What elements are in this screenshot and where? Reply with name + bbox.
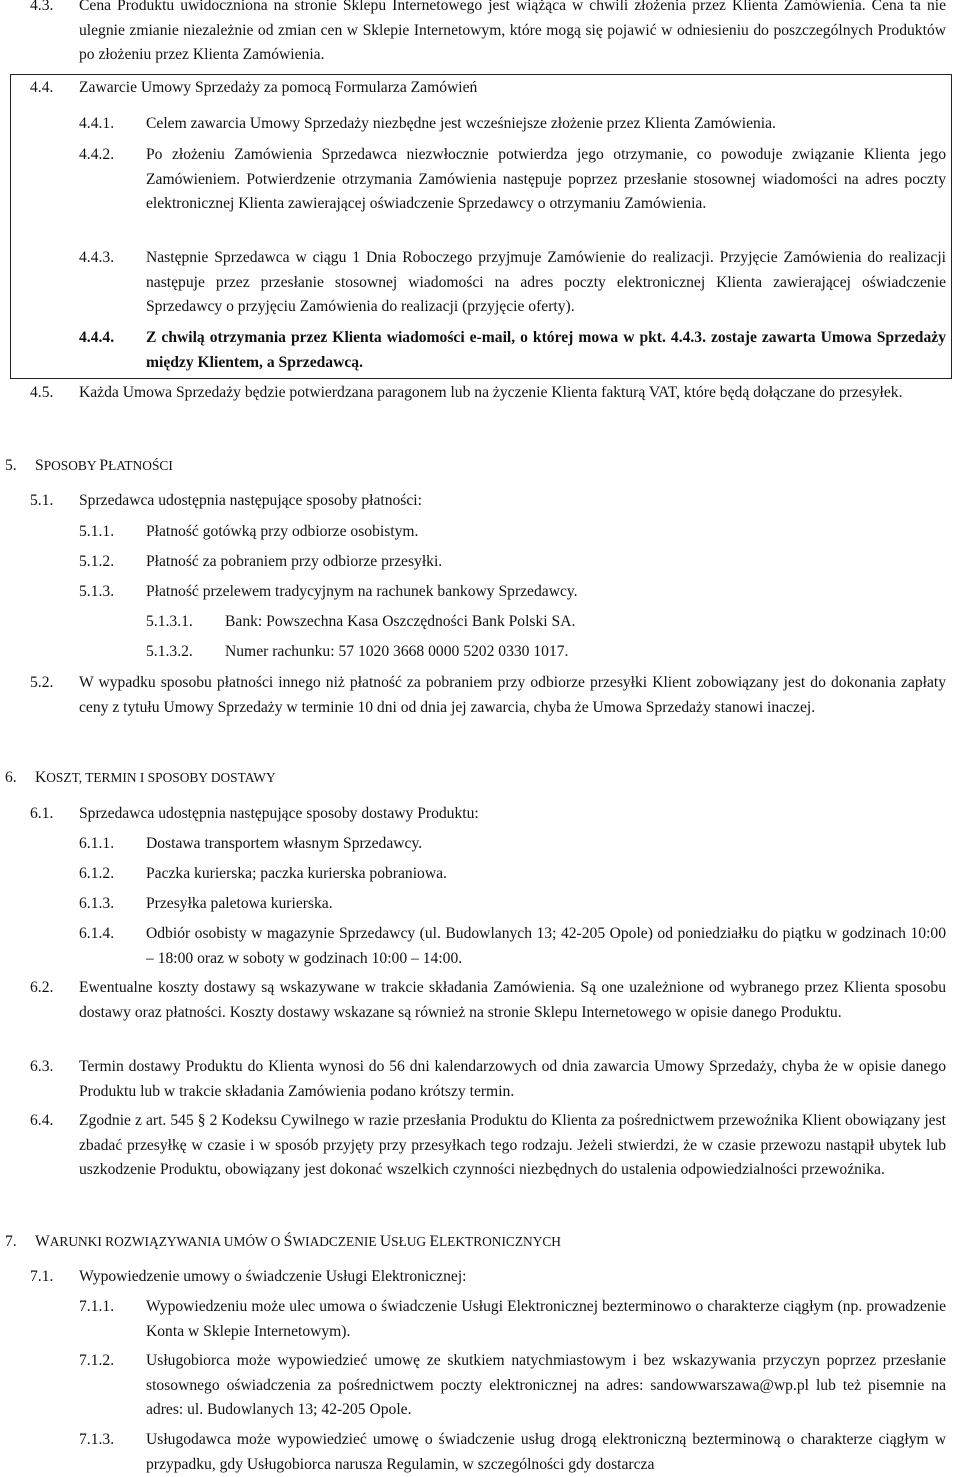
clause-6-4 — [30, 1109, 946, 1183]
clause-number: 6.1.2. — [79, 865, 115, 882]
clause-number: 6.1.1. — [79, 835, 115, 852]
clause-number: 6.4. — [30, 1112, 54, 1129]
clause-number: 4.5. — [30, 384, 54, 401]
clause-text: Usługodawca może wypowiedzieć umowę o świadczenie usług drogą elektroniczną bezterminową o charakterze ciągłym w przypadku, gdy Usługobiorca narusza Regulamin, w szczególności gdy dostarcza — [146, 1431, 946, 1473]
clause-number: 5.1. — [30, 492, 54, 509]
clause-7-1-3 — [79, 1428, 946, 1477]
clause-text: Każda Umowa Sprzedaży będzie potwierdzana paragonem lub na życzenie Klienta fakturą VAT, które będą dołączane do przesyłek. — [79, 384, 903, 401]
section-number: 7. — [5, 1233, 17, 1250]
clause-5-1-2 — [79, 550, 946, 575]
section-7-heading — [5, 1230, 946, 1255]
clause-number: 4.4.1. — [79, 115, 115, 132]
clause-5-1-3-2 — [146, 640, 946, 665]
clause-number: 4.4.4. — [79, 329, 115, 346]
clause-number: 6.1.4. — [79, 925, 115, 942]
section-number: 6. — [5, 769, 17, 786]
clause-text: Przesyłka paletowa kurierska. — [146, 895, 333, 912]
clause-text: Płatność za pobraniem przy odbiorze przesyłki. — [146, 553, 443, 570]
clause-text: Płatność przelewem tradycyjnym na rachunek bankowy Sprzedawcy. — [146, 583, 578, 600]
clause-7-1-2 — [79, 1349, 946, 1423]
clause-text: Sprzedawca udostępnia następujące sposoby dostawy Produktu: — [79, 805, 479, 822]
clause-6-1-2 — [79, 862, 946, 887]
clause-text: Termin dostawy Produktu do Klienta wynosi do 56 dni kalendarzowych od dnia zawarcia Umowy Sprzedaży, chyba że w opisie danego Produktu lub w trakcie składania Zamówienia podano krótszy termin. — [79, 1058, 946, 1100]
clause-text: W wypadku sposobu płatności innego niż płatność za pobraniem przy odbiorze przesyłki Klient zobowiązany jest do dokonania zapłaty ceny z tytułu Umowy Sprzedaży w terminie 10 dni od dnia jej zawarcia, chyba że Umowa Sprzedaży stanowi inaczej. — [79, 674, 946, 716]
clause-text: Numer rachunku: 57 1020 3668 0000 5202 0330 1017. — [225, 643, 569, 660]
clause-number: 6.2. — [30, 979, 54, 996]
clause-text: Następnie Sprzedawca w ciągu 1 Dnia Roboczego przyjmuje Zamówienie do realizacji. Przyjęcie Zamówienia do realizacji następuje przez przesłanie stosownej wiadomości na adres poczty elektronicznej Klienta zawierającej oświadczenie Sprzedawcy o przyjęciu Zamówienia do realizacji (przyjęcie oferty). — [146, 249, 946, 316]
clause-text: Wypowiedzeniu może ulec umowa o świadczenie Usługi Elektronicznej bezterminowo o charakterze ciągłym (np. prowadzenie Konta w Sklepie Internetowym). — [146, 1298, 946, 1340]
clause-number: 5.1.2. — [79, 553, 115, 570]
clause-number: 7.1.2. — [79, 1352, 115, 1369]
clause-number: 4.4.3. — [79, 249, 115, 266]
clause-number: 7.1.3. — [79, 1431, 115, 1448]
clause-number: 4.4. — [30, 79, 54, 96]
clause-number: 5.1.3.1. — [146, 613, 193, 630]
clause-5-1-1 — [79, 520, 946, 545]
clause-text: Odbiór osobisty w magazynie Sprzedawcy (ul. Budowlanych 13; 42-205 Opole) od poniedziałku do piątku w godzinach 10:00 – 18:00 oraz w soboty w godzinach 10:00 – 14:00. — [146, 925, 946, 967]
clause-number: 7.1. — [30, 1268, 54, 1285]
clause-text: Płatność gotówką przy odbiorze osobistym. — [146, 523, 419, 540]
clause-number: 5.1.3.2. — [146, 643, 193, 660]
section-5-heading — [5, 454, 946, 479]
clause-7-1-1 — [79, 1295, 946, 1344]
clause-number: 6.3. — [30, 1058, 54, 1075]
clause-number: 5.1.3. — [79, 583, 115, 600]
clause-6-3 — [30, 1055, 946, 1104]
clause-text: Wypowiedzenie umowy o świadczenie Usługi Elektronicznej: — [79, 1268, 467, 1285]
clause-text: Dostawa transportem własnym Sprzedawcy. — [146, 835, 423, 852]
clause-number: 5.1.1. — [79, 523, 115, 540]
section-title: WARUNKI ROZWIĄZYWANIA UMÓW O ŚWIADCZENIE USŁUG ELEKTRONICZNYCH — [35, 1233, 561, 1250]
clause-number: 7.1.1. — [79, 1298, 115, 1315]
clause-5-1-3 — [79, 580, 946, 605]
clause-6-1-3 — [79, 892, 946, 917]
clause-number: 4.3. — [30, 0, 54, 14]
clause-text: Z chwilą otrzymania przez Klienta wiadomości e-mail, o której mowa w pkt. 4.4.3. zostaje zawarta Umowa Sprzedaży między Klientem, a Sprzedawcą. — [146, 329, 946, 371]
clause-6-1 — [30, 802, 946, 827]
clause-text: Usługobiorca może wypowiedzieć umowę ze skutkiem natychmiastowym i bez wskazywania przyczyn poprzez przesłanie stosownego oświadczenia za pośrednictwem poczty elektronicznej na adres: sandowwarszawa@wp.pl lub też pisemnie na adres: ul. Budowlanych 13; 42-205 Opole. — [146, 1352, 946, 1419]
clause-4-5 — [30, 381, 946, 406]
clause-number: 5.2. — [30, 674, 54, 691]
section-number: 5. — [5, 457, 17, 474]
clause-text: Paczka kurierska; paczka kurierska pobraniowa. — [146, 865, 447, 882]
clause-6-2 — [30, 976, 946, 1025]
clause-4-4-2 — [79, 143, 946, 217]
clause-heading: Zawarcie Umowy Sprzedaży za pomocą Formularza Zamówień — [79, 79, 478, 96]
clause-5-1-3-1 — [146, 610, 946, 635]
clause-number: 6.1. — [30, 805, 54, 822]
clause-5-1 — [30, 489, 946, 514]
section-title: KOSZT, TERMIN I SPOSOBY DOSTAWY — [35, 769, 276, 786]
clause-7-1 — [30, 1265, 946, 1290]
clause-text: Celem zawarcia Umowy Sprzedaży niezbędne jest wcześniejsze złożenie przez Klienta Zamówienia. — [146, 115, 776, 132]
clause-6-1-1 — [79, 832, 946, 857]
clause-text: Sprzedawca udostępnia następujące sposoby płatności: — [79, 492, 422, 509]
section-title: SPOSOBY PŁATNOŚCI — [35, 457, 173, 474]
clause-4-3 — [30, 0, 946, 68]
clause-text: Ewentualne koszty dostawy są wskazywane w trakcie składania Zamówienia. Są one uzależnione od wybranego przez Klienta sposobu dostawy oraz płatności. Koszty dostawy wskazane są również na stronie Sklepu Internetowego w opisie danego Produktu. — [79, 979, 946, 1021]
clause-text: Cena Produktu uwidoczniona na stronie Sklepu Internetowego jest wiążąca w chwili złożenia przez Klienta Zamówienia. Cena ta nie ulegnie zmianie niezależnie od zmian cen w Sklepie Internetowym, które mogą się pojawić w odniesieniu do poszczególnych Produktów po złożeniu przez Klienta Zamówienia. — [79, 0, 946, 64]
clause-5-2 — [30, 671, 946, 720]
clause-text: Po złożeniu Zamówienia Sprzedawca niezwłocznie potwierdza jego otrzymanie, co powoduje związanie Klienta jego Zamówieniem. Potwierdzenie otrzymania Zamówienia następuje poprzez przesłanie stosownej wiadomości na adres poczty elektronicznej Klienta zawierającej oświadczenie Sprzedawcy o otrzymaniu Zamówienia. — [146, 146, 946, 213]
clause-4-4-4 — [79, 326, 946, 375]
section-6-heading — [5, 766, 946, 791]
clause-number: 4.4.2. — [79, 146, 115, 163]
clause-text: Zgodnie z art. 545 § 2 Kodeksu Cywilnego w razie przesłania Produktu do Klienta za pośrednictwem przewoźnika Klient obowiązany jest zbadać przesyłkę w czasie i w sposób przyjęty przy przesyłkach tego rodzaju. Jeżeli stwierdzi, że w czasie przewozu nastąpił ubytek lub uszkodzenie Produktu, obowiązany jest dokonać wszelkich czynności niezbędnych do ustalenia odpowiedzialności przewoźnika. — [79, 1112, 946, 1179]
clause-text: Bank: Powszechna Kasa Oszczędności Bank Polski SA. — [225, 613, 576, 630]
clause-6-1-4 — [79, 922, 946, 971]
clause-number: 6.1.3. — [79, 895, 115, 912]
clause-4-4-1 — [79, 112, 946, 137]
clause-4-4-3 — [79, 246, 946, 320]
